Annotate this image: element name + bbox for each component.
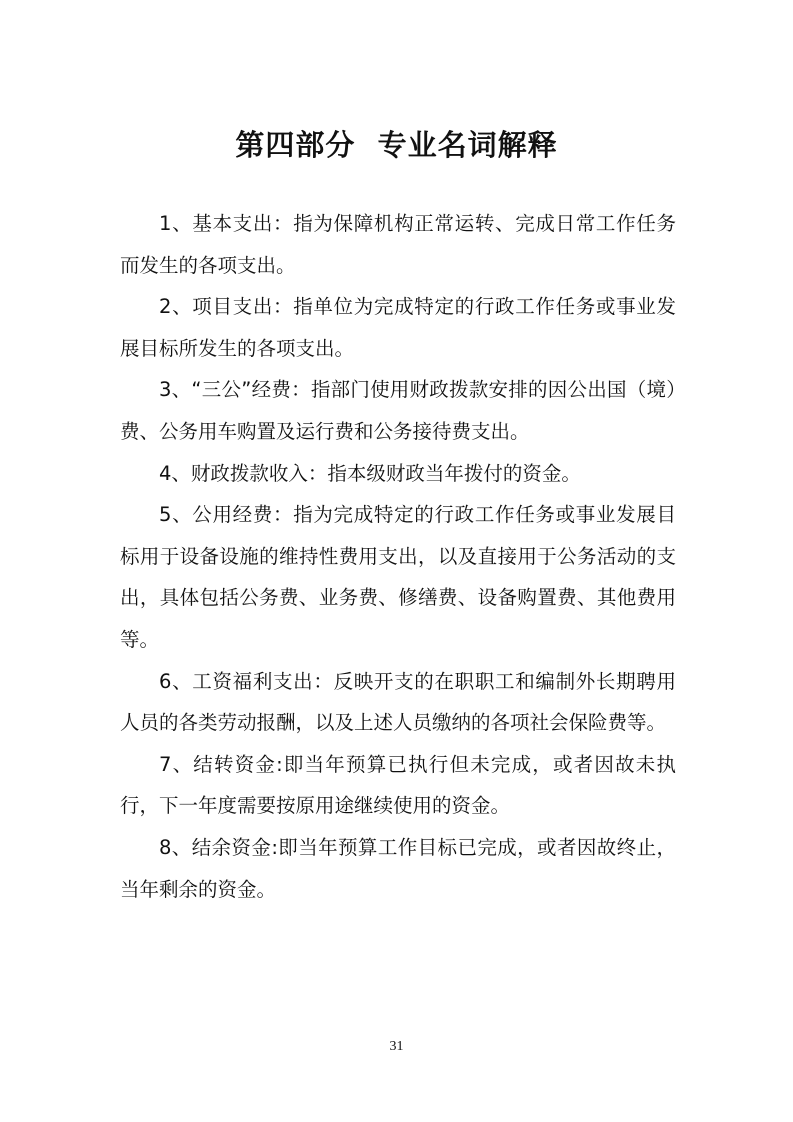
term-label: 4、财政拨款收入： (159, 461, 328, 485)
glossary-entry-basic-expenditure (120, 203, 676, 286)
term-definition: 指部门使用财政拨款安排的因公出国（境）费、公务用车购置及运行费和公务接待费支出。 (120, 378, 676, 443)
page-title: 第四部分 专业名词解释 (235, 128, 558, 163)
glossary-entry-carryover-funds (120, 744, 676, 827)
glossary-entry-three-public-expenses (120, 369, 676, 452)
term-definition: 即当年预算已执行但未完成，或者因故未执行，下一年度需要按原用途继续使用的资金。 (120, 752, 676, 818)
page-number: 31 (389, 1039, 404, 1054)
term-label: 8、结余资金: (159, 835, 278, 859)
term-definition: 指为完成特定的行政工作任务或事业发展目标用于设备设施的维持性费用支出，以及直接用于公务活动的支出，具体包括公务费、业务费、修缮费、设备购置费、其他费用等。 (120, 503, 676, 651)
term-label: 3、“三公”经费： (159, 378, 311, 402)
term-label: 2、项目支出： (159, 295, 294, 319)
term-definition: 指为保障机构正常运转、完成日常工作任务而发生的各项支出。 (120, 212, 676, 277)
glossary-entry-fiscal-appropriation-income (120, 453, 676, 495)
term-label: 6、工资福利支出： (159, 669, 334, 693)
glossary-entry-wages-welfare (120, 661, 676, 744)
term-definition: 指单位为完成特定的行政工作任务或事业发展目标所发生的各项支出。 (120, 295, 676, 360)
term-definition: 指本级财政当年拨付的资金。 (327, 461, 581, 485)
term-definition: 即当年预算工作目标已完成，或者因故终止，当年剩余的资金。 (120, 835, 676, 901)
glossary-entry-public-funds (120, 494, 676, 660)
term-definition: 反映开支的在职职工和编制外长期聘用人员的各类劳动报酬，以及上述人员缴纳的各项社会保险费等。 (120, 669, 676, 735)
glossary-entry-project-expenditure (120, 286, 676, 369)
glossary-content (120, 203, 676, 910)
term-label: 7、结转资金: (159, 752, 283, 776)
term-label: 5、公用经费： (159, 503, 294, 527)
term-label: 1、基本支出： (159, 212, 294, 235)
glossary-entry-surplus-funds (120, 827, 676, 910)
